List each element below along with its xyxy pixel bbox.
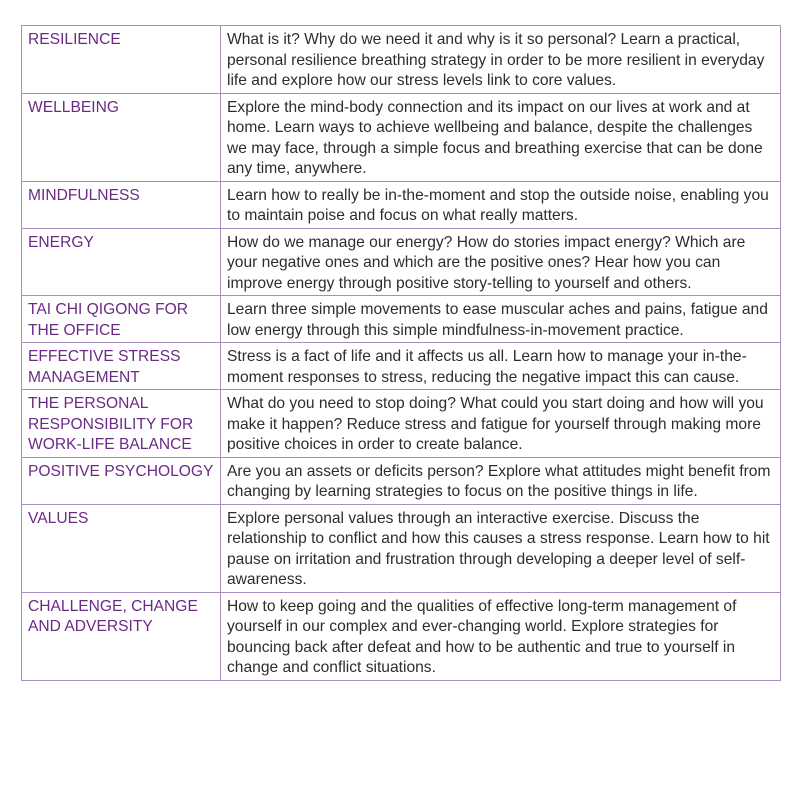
topic-description: How do we manage our energy? How do stories impact energy? Which are your negative ones and which are the positive ones? Hear how you can improve energy through positive story-telling to yourself and others. [221, 228, 781, 296]
workshop-topics-table [21, 25, 781, 681]
topic-description: Are you an assets or deficits person? Explore what attitudes might benefit from changing by learning strategies to focus on the positive things in life. [221, 457, 781, 504]
topic-description: Learn how to really be in-the-moment and stop the outside noise, enabling you to maintain poise and focus on what really matters. [221, 181, 781, 228]
topic-description: Explore the mind-body connection and its impact on our lives at work and at home. Learn ways to achieve wellbeing and balance, despite the challenges we may face, through a simple focus and breathing exercise that can be done any time, anywhere. [221, 93, 781, 181]
table-row [22, 181, 781, 228]
table-row [22, 390, 781, 458]
topic-description: How to keep going and the qualities of effective long-term management of yourself in our complex and ever-changing world. Explore strategies for bouncing back after defeat and how to be authentic and true to yourself in change and conflict situations. [221, 592, 781, 680]
topic-title: EFFECTIVE STRESS MANAGEMENT [22, 343, 221, 390]
topic-title: THE PERSONAL RESPONSIBILITY FOR WORK-LIFE BALANCE [22, 390, 221, 458]
topic-title: TAI CHI QIGONG FOR THE OFFICE [22, 296, 221, 343]
table-row [22, 93, 781, 181]
topic-title: WELLBEING [22, 93, 221, 181]
table-row [22, 296, 781, 343]
topic-description: What do you need to stop doing? What could you start doing and how will you make it happen? Reduce stress and fatigue for yourself through making more positive choices in order to create balance. [221, 390, 781, 458]
topic-title: RESILIENCE [22, 26, 221, 94]
table-row [22, 457, 781, 504]
table-row [22, 343, 781, 390]
topic-title: MINDFULNESS [22, 181, 221, 228]
topic-description: Learn three simple movements to ease muscular aches and pains, fatigue and low energy through this simple mindfulness-in-movement practice. [221, 296, 781, 343]
topic-description: Stress is a fact of life and it affects us all. Learn how to manage your in-the-moment responses to stress, reducing the negative impact this can cause. [221, 343, 781, 390]
topic-description: What is it? Why do we need it and why is it so personal? Learn a practical, personal resilience breathing strategy in order to be more resilient in everyday life and explore how our stress levels link to core values. [221, 26, 781, 94]
table-row [22, 26, 781, 94]
table-row [22, 592, 781, 680]
table-row [22, 228, 781, 296]
topic-description: Explore personal values through an interactive exercise. Discuss the relationship to conflict and how this causes a stress response. Learn how to hit pause on irritation and frustration through developing a deeper level of self-awareness. [221, 504, 781, 592]
topic-title: POSITIVE PSYCHOLOGY [22, 457, 221, 504]
table-row [22, 504, 781, 592]
topic-title: ENERGY [22, 228, 221, 296]
topic-title: CHALLENGE, CHANGE AND ADVERSITY [22, 592, 221, 680]
topic-title: VALUES [22, 504, 221, 592]
